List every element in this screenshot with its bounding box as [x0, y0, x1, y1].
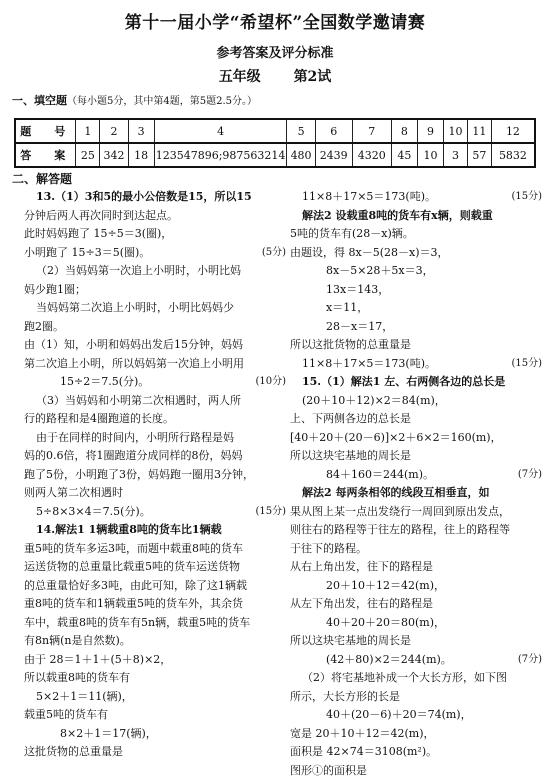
text-line — [290, 725, 542, 744]
table-cell: 25 — [76, 143, 100, 167]
section1-title: 一、填空题 — [12, 94, 67, 107]
left-column — [24, 188, 286, 762]
text-line — [24, 558, 286, 577]
answer-row — [15, 143, 535, 167]
text-line — [24, 632, 286, 651]
line-text: 解法2 每两条相邻的线段互相垂直，如 — [302, 486, 489, 499]
text-line — [290, 281, 542, 300]
table-cell: 342 — [100, 143, 128, 167]
section1-heading — [12, 92, 257, 108]
line-text: （2）当妈妈第一次追上小明时，小明比妈 — [36, 264, 241, 277]
text-line — [24, 503, 286, 522]
table-cell: 9 — [417, 119, 443, 143]
text-line — [290, 225, 542, 244]
line-text: 13x＝143， — [326, 283, 389, 296]
text-line — [24, 466, 286, 485]
line-text: 载重5吨的货车有 — [24, 708, 108, 721]
text-line — [24, 299, 286, 318]
section2-heading: 二、解答题 — [12, 170, 72, 187]
round-label: 第2试 — [294, 69, 332, 85]
text-line — [24, 484, 286, 503]
table-cell: 123547896;987563214 — [154, 143, 287, 167]
grade-round — [0, 66, 550, 86]
line-text: 有8n辆(n是自然数)。 — [24, 634, 131, 647]
line-text: 此时妈妈跑了 15÷5＝3(圈)， — [24, 227, 172, 240]
line-text: 宽是 20＋10＋12＝42(m)， — [290, 727, 435, 740]
line-text: 40＋20＋20＝80(m)， — [326, 616, 445, 629]
text-line — [24, 318, 286, 337]
line-text: 由于在同样的时间内，小明所行路程是妈 — [36, 431, 234, 444]
line-text: 行的路程和是4圈跑道的长度。 — [24, 412, 174, 425]
text-line — [290, 373, 542, 392]
line-text: (20＋10＋12)×2＝84(m)， — [302, 394, 446, 407]
line-text: 则两人第二次相遇时 — [24, 486, 123, 499]
line-text: 重8吨的货车和1辆载重5吨的货车外，其余货 — [24, 597, 243, 610]
line-text: 由题设，得 8x－5(28－x)＝3， — [290, 246, 448, 259]
text-line — [24, 614, 286, 633]
table-cell: 57 — [467, 143, 491, 167]
line-text: 妈的0.6倍，将1圈跑道分成同样的8份，妈妈 — [24, 449, 243, 462]
line-text: 5÷8×3×4＝7.5(分)。 — [36, 505, 151, 518]
score-label: (7分) — [518, 651, 542, 670]
line-text: 则往右的路程等于往左的路程，往上的路程等 — [290, 523, 510, 536]
text-line — [290, 614, 542, 633]
line-text: （2）将宅基地补成一个大长方形，如下图 — [302, 671, 507, 684]
text-line — [290, 503, 542, 522]
text-line — [24, 262, 286, 281]
text-line — [24, 688, 286, 707]
line-text: 车中，载重8吨的货车有5n辆，载重5吨的货车 — [24, 616, 250, 629]
table-cell: 10 — [417, 143, 443, 167]
text-line — [24, 743, 286, 762]
text-line — [290, 336, 542, 355]
text-line — [290, 355, 542, 374]
line-text: 40＋(20－6)＋20＝74(m)， — [326, 708, 472, 721]
text-line — [290, 558, 542, 577]
text-line — [290, 410, 542, 429]
line-text: 解法2 设载重8吨的货车有x辆，则载重 — [302, 209, 493, 222]
text-line — [24, 706, 286, 725]
line-text: 84＋160＝244(m)。 — [326, 468, 434, 481]
text-line — [290, 207, 542, 226]
line-text: [40＋20＋(20－6)]×2＋6×2＝160(m)， — [290, 431, 502, 444]
text-line — [24, 410, 286, 429]
line-text: 15.（1）解法1 左、右两侧各边的总长是 — [302, 375, 505, 388]
text-line — [24, 651, 286, 670]
text-line — [24, 447, 286, 466]
line-text: 14.解法1 1辆载重8吨的货车比1辆载 — [36, 523, 222, 536]
table-cell: 480 — [287, 143, 315, 167]
line-text: 跑了5份，小明跑了3份，妈妈跑一圈用3分钟， — [24, 468, 254, 481]
text-line — [24, 521, 286, 540]
table-cell: 10 — [444, 119, 468, 143]
line-text: 图形①的面积是 — [290, 764, 367, 777]
line-text: 这批货物的总重量是 — [24, 745, 123, 758]
table-cell: 3 — [444, 143, 468, 167]
text-line — [24, 540, 286, 559]
text-line — [290, 521, 542, 540]
line-text: 从右上角出发，往下的路程是 — [290, 560, 433, 573]
text-line — [24, 669, 286, 688]
text-line — [290, 262, 542, 281]
row-label-numbers: 题 号 — [15, 119, 76, 143]
text-line — [290, 706, 542, 725]
text-line — [290, 244, 542, 263]
score-label: (10分) — [255, 373, 286, 392]
text-line — [24, 595, 286, 614]
text-line — [290, 392, 542, 411]
table-cell: 12 — [491, 119, 535, 143]
table-cell: 18 — [128, 143, 154, 167]
text-line — [290, 484, 542, 503]
line-text: 于往下的路程。 — [290, 542, 367, 555]
line-text: 由（1）知，小明和妈妈出发后15分钟，妈妈 — [24, 338, 243, 351]
line-text: 面积是 42×74＝3108(m²)。 — [290, 745, 437, 758]
line-text: 20＋10＋12＝42(m)， — [326, 579, 445, 592]
line-text: 13.（1）3和5的最小公倍数是15，所以15 — [36, 190, 252, 203]
text-line — [290, 540, 542, 559]
line-text: 所以这块宅基地的周长是 — [290, 634, 411, 647]
line-text: （3）当妈妈和小明第二次相遇时，两人所 — [36, 394, 241, 407]
line-text: 所示，大长方形的长是 — [290, 690, 400, 703]
table-cell: 3 — [128, 119, 154, 143]
text-line — [24, 355, 286, 374]
table-cell: 5832 — [491, 143, 535, 167]
text-line — [24, 281, 286, 300]
line-text: 妈少跑1圈； — [24, 283, 86, 296]
text-line — [290, 299, 542, 318]
text-line — [24, 188, 286, 207]
line-text: x＝11， — [326, 301, 368, 314]
text-line — [24, 577, 286, 596]
table-cell: 2 — [100, 119, 128, 143]
line-text: 由于 28＝1＋1＋(5＋8)×2， — [24, 653, 171, 666]
table-cell: 1 — [76, 119, 100, 143]
text-line — [24, 373, 286, 392]
text-line — [290, 669, 542, 688]
line-text: 小明跑了 15÷3＝5(圈)。 — [24, 246, 150, 259]
line-text: 8x－5×28＋5x＝3， — [326, 264, 434, 277]
text-line — [290, 318, 542, 337]
text-line — [24, 336, 286, 355]
text-line — [290, 188, 542, 207]
line-text: 上、下两侧各边的总长是 — [290, 412, 411, 425]
line-text: 分钟后两人再次同时到达起点。 — [24, 209, 178, 222]
line-text: 所以这批货物的总重量是 — [290, 338, 411, 351]
table-cell: 11 — [467, 119, 491, 143]
line-text: 运送货物的总重量比载重5吨的货车运送货物 — [24, 560, 240, 573]
grade-label: 五年级 — [219, 69, 261, 85]
question-number-row — [15, 119, 535, 143]
line-text: 跑2圈。 — [24, 320, 64, 333]
score-label: (7分) — [518, 466, 542, 485]
line-text: 第二次追上小明，所以妈妈第一次追上小明用 — [24, 357, 244, 370]
text-line — [290, 743, 542, 762]
table-cell: 7 — [352, 119, 391, 143]
text-line — [24, 429, 286, 448]
score-label: (15分) — [511, 188, 542, 207]
line-text: 所以这块宅基地的周长是 — [290, 449, 411, 462]
score-label: (5分) — [262, 244, 286, 263]
line-text: 的总重量恰好多3吨，由此可知，除了这1辆载 — [24, 579, 247, 592]
text-line — [290, 762, 542, 780]
answer-table — [14, 118, 536, 168]
text-line — [24, 207, 286, 226]
score-label: (15分) — [511, 355, 542, 374]
table-cell: 8 — [391, 119, 417, 143]
table-cell: 4320 — [352, 143, 391, 167]
table-cell: 2439 — [315, 143, 352, 167]
text-line — [290, 429, 542, 448]
text-line — [24, 725, 286, 744]
text-line — [290, 651, 542, 670]
table-cell: 6 — [315, 119, 352, 143]
page-subtitle: 参考答案及评分标准 — [0, 42, 550, 61]
right-column — [290, 188, 542, 780]
text-line — [290, 632, 542, 651]
text-line — [290, 466, 542, 485]
line-text: 果从图上某一点出发绕行一周回到原出发点， — [290, 505, 510, 518]
text-line — [290, 688, 542, 707]
page-title: 第十一届小学“希望杯”全国数学邀请赛 — [0, 8, 550, 33]
text-line — [290, 577, 542, 596]
line-text: 11×8＋17×5＝173(吨)。 — [302, 357, 436, 370]
line-text: 5吨的货车有(28－x)辆。 — [290, 227, 414, 240]
line-text: 重5吨的货车多运3吨，而题中载重8吨的货车 — [24, 542, 243, 555]
line-text: 15÷2＝7.5(分)。 — [60, 375, 149, 388]
line-text: (42＋80)×2＝244(m)。 — [326, 653, 452, 666]
line-text: 5×2＋1＝11(辆)， — [36, 690, 133, 703]
text-line — [24, 392, 286, 411]
table-cell: 5 — [287, 119, 315, 143]
line-text: 11×8＋17×5＝173(吨)。 — [302, 190, 436, 203]
line-text: 8×2＋1＝17(辆)， — [60, 727, 157, 740]
text-line — [24, 225, 286, 244]
section1-note: （每小题5分，其中第4题，第5题2.5分。） — [67, 96, 257, 107]
text-line — [24, 244, 286, 263]
line-text: 从左下角出发，往右的路程是 — [290, 597, 433, 610]
table-cell: 45 — [391, 143, 417, 167]
row-label-answers: 答 案 — [15, 143, 76, 167]
line-text: 28－x＝17， — [326, 320, 393, 333]
text-line — [290, 447, 542, 466]
line-text: 当妈妈第二次追上小明时，小明比妈妈少 — [36, 301, 234, 314]
line-text: 所以载重8吨的货车有 — [24, 671, 130, 684]
table-cell: 4 — [154, 119, 287, 143]
text-line — [290, 595, 542, 614]
score-label: (15分) — [255, 503, 286, 522]
